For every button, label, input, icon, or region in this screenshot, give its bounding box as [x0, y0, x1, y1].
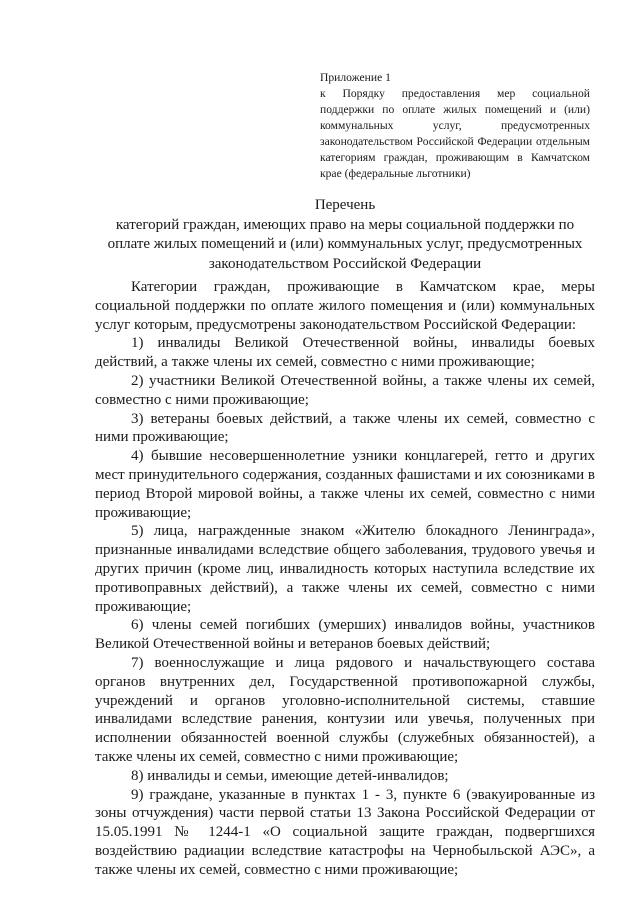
list-item: 6) члены семей погибших (умерших) инвалидов войны, участников Великой Отечественной войны и ветеранов боевых действий; [95, 617, 595, 653]
appendix-heading: Приложение 1 [320, 71, 391, 84]
list-item: 4) бывшие несовершеннолетние узники концлагерей, гетто и других мест принудительного содержания, созданных фашистами и их союзниками в период Второй мировой войны, а также члены их семей, совместно с ними проживающие; [95, 448, 595, 521]
list-item: 9) граждане, указанные в пунктах 1 - 3, пункте 6 (эвакуированные из зоны отчуждения) части первой статьи 13 Закона Российской Федерации от 15.05.1991 № 1244-1 «О социальной защите граждан, подвергшихся воздействию радиации вследствие катастрофы на Чернобыльской АЭС», а также члены их семей, совместно с ними проживающие; [95, 786, 595, 878]
list-item: 1) инвалиды Великой Отечественной войны, инвалиды боевых действий, а также члены их семей, совместно с ними проживающие; [95, 335, 595, 371]
document-body [95, 278, 595, 880]
appendix-body: к Порядку предоставления мер социальной поддержки по оплате жилых помещений и (или) коммунальных услуг, предусмотренных законодательством Российской Федерации отдельным категориям граждан, проживающим в Камчатском крае (федеральные льготники) [320, 87, 590, 180]
intro-paragraph: Категории граждан, проживающие в Камчатском крае, меры социальной поддержки по оплате жилого помещения и (или) коммунальных услуг которым, предусмотрены законодательством Российской Федерации: [95, 279, 595, 333]
list-item: 5) лица, награжденные знаком «Жителю блокадного Ленинграда», признанные инвалидами вследствие общего заболевания, трудового увечья и других причин (кроме лиц, инвалидность которых наступила вследствие их противоправных действий), а также члены их семей, совместно с ними проживающие; [95, 523, 595, 615]
title-heading: Перечень [314, 197, 376, 213]
list-item: 8) инвалиды и семьи, имеющие детей-инвалидов; [131, 767, 449, 784]
list-item: 3) ветераны боевых действий, а также члены их семей, совместно с ними проживающие; [95, 410, 595, 446]
document-title [95, 196, 595, 274]
appendix-note [320, 70, 590, 182]
list-item: 7) военнослужащие и лица рядового и начальствующего состава органов внутренних дел, Государственной противопожарной службы, учреждений и органов уголовно-исполнительной системы, ставшие инвалидами вследствие ранения, контузии или увечья, полученных при исполнении обязанностей военной службы (служебных обязанностей), а также члены их семей, совместно с ними проживающие; [95, 654, 595, 765]
title-subtitle: категорий граждан, имеющих право на меры социальной поддержки по оплате жилых помещений и (или) коммунальных услуг, предусмотренных законодательством Российской Федерации [107, 216, 583, 272]
list-item: 2) участники Великой Отечественной войны, а также члены их семей, совместно с ними проживающие; [95, 372, 595, 408]
